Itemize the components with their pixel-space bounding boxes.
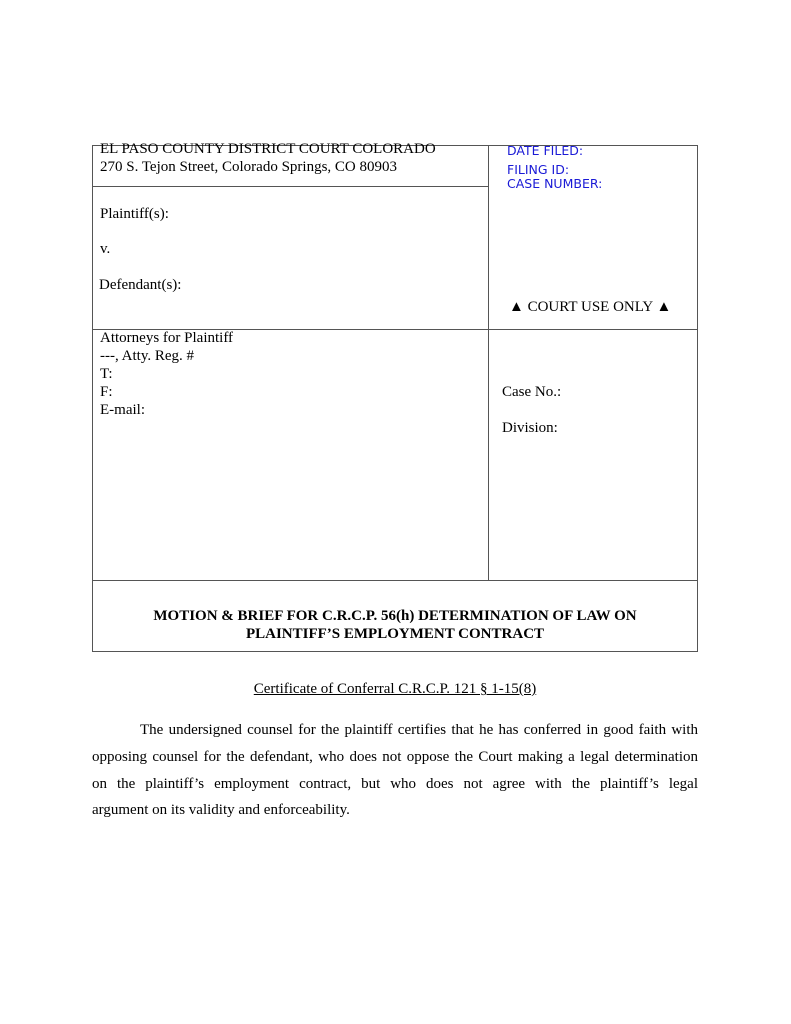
attorney-line: T: [100,366,113,382]
document-title-line-1: MOTION & BRIEF FOR C.R.C.P. 56(h) DETERMINATION OF LAW ON [153,608,637,624]
division-label: Division: [502,420,558,436]
plaintiff-label: Plaintiff(s): [100,206,169,222]
paragraph-line: The undersigned counsel for the plaintiff certifies that he has conferred in good faith with [140,722,698,738]
certificate-heading: Certificate of Conferral C.R.C.P. 121 § 1-15(8) [253,681,537,697]
court-header-divider [92,186,488,187]
versus-label: v. [100,241,111,257]
paragraph-line: on the plaintiff’s employment contract, but who does not agree with the plaintiff’s legal [92,776,698,792]
paragraph-line: argument on its validity and enforceability. [92,802,350,818]
court-name: EL PASO COUNTY DISTRICT COURT COLORADO [100,141,436,157]
case-number-label: CASE NUMBER: [507,176,603,191]
date-filed-label: DATE FILED: [507,143,584,158]
case-no-label: Case No.: [502,384,562,400]
defendant-label: Defendant(s): [99,277,182,293]
court-address: 270 S. Tejon Street, Colorado Springs, CO 80903 [100,159,398,175]
court-use-only-label: ▲ COURT USE ONLY ▲ [509,299,672,315]
attorney-line: Attorneys for Plaintiff [100,330,234,346]
title-divider [92,580,698,581]
caption-box [92,145,698,652]
attorney-line: F: [100,384,113,400]
document-title-line-2: PLAINTIFF’S EMPLOYMENT CONTRACT [245,626,545,642]
paragraph-line: opposing counsel for the defendant, who does not oppose the Court making a legal determination [92,749,698,765]
attorney-line: E-mail: [100,402,145,418]
caption-column-divider [488,145,489,580]
attorney-line: ---, Atty. Reg. # [100,348,195,364]
filing-id-label: FILING ID: [507,162,570,177]
